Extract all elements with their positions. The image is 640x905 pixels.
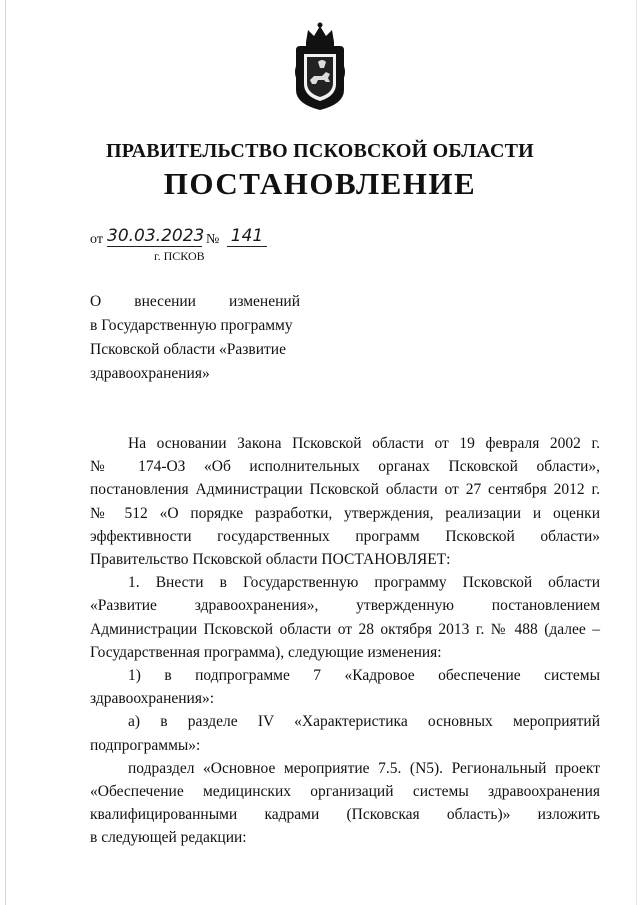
text-line: № 512 «О порядке разработки, утверждения, реализации и оценки bbox=[90, 504, 600, 522]
text-line: подпрограммы»: bbox=[90, 736, 201, 754]
text-line: На основании Закона Псковской области от 19 февраля 2002 г. bbox=[128, 435, 600, 452]
subject-line: в Государственную программу bbox=[90, 317, 293, 334]
document-body bbox=[90, 432, 600, 850]
paragraph-subsection bbox=[90, 757, 600, 850]
coat-of-arms-emblem bbox=[292, 20, 348, 112]
scan-edge-right bbox=[636, 0, 637, 905]
text-line: в следующей редакции: bbox=[90, 829, 247, 847]
subject-line: О внесении изменений bbox=[90, 293, 300, 310]
date-prefix: от bbox=[90, 232, 103, 247]
text-line: «Развитие здравоохранения», утвержденную постановлением bbox=[90, 597, 600, 615]
text-line: здравоохранения»: bbox=[90, 690, 215, 708]
subject-line: здравоохранения» bbox=[90, 365, 210, 382]
text-line: квалифицированными кадрами (Псковская область)» изложить bbox=[90, 806, 600, 824]
text-line: «Обеспечение медицинских организаций системы здравоохранения bbox=[90, 783, 600, 801]
paragraph-item-1 bbox=[90, 571, 600, 664]
text-line: эффективности государственных программ Псковской области» bbox=[90, 527, 600, 545]
subject-line: Псковской области «Развитие bbox=[90, 341, 286, 358]
dateline bbox=[90, 226, 290, 250]
government-name: ПРАВИТЕЛЬСТВО ПСКОВСКОЙ ОБЛАСТИ bbox=[106, 140, 534, 162]
text-line: Государственная программа), следующие изменения: bbox=[90, 643, 442, 661]
handwritten-date: 30.03.2023 bbox=[107, 226, 205, 246]
scan-edge-left bbox=[5, 0, 6, 905]
text-line: постановления Администрации Псковской области от 27 сентября 2012 г. bbox=[90, 481, 600, 499]
paragraph-subitem-1 bbox=[90, 664, 600, 710]
paragraph-basis bbox=[90, 432, 600, 571]
handwritten-number: 141 bbox=[227, 226, 267, 247]
document-subject bbox=[90, 290, 300, 386]
paragraph-subitem-a bbox=[90, 710, 600, 756]
text-line: 1) в подпрограмме 7 «Кадровое обеспечение системы bbox=[128, 667, 600, 685]
text-line: Администрации Псковской области от 28 октября 2013 г. № 488 (далее – bbox=[90, 620, 600, 638]
text-line: № 174-ОЗ «Об исполнительных органах Псковской области», bbox=[90, 458, 600, 476]
city-label: г. ПСКОВ bbox=[154, 249, 205, 263]
document-type-title: ПОСТАНОВЛЕНИЕ bbox=[163, 166, 477, 201]
text-line: а) в разделе IV «Характеристика основных мероприятий bbox=[128, 713, 600, 731]
text-line: подраздел «Основное мероприятие 7.5. (N5). Региональный проект bbox=[128, 759, 600, 777]
text-line: 1. Внести в Государственную программу Псковской области bbox=[128, 574, 600, 592]
text-line: Правительство Псковской области ПОСТАНОВЛЯЕТ: bbox=[90, 551, 451, 569]
number-prefix: № bbox=[206, 232, 220, 247]
